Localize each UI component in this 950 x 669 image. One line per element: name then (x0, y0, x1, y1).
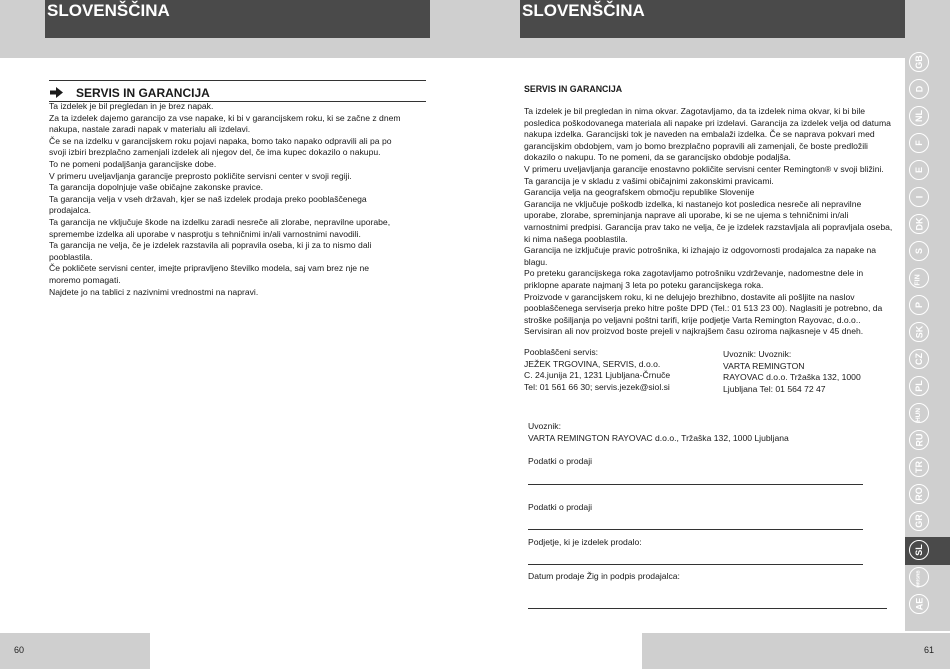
text-line: Ta garancija dopolnjuje vaše običajne zakonske pravice. (49, 182, 264, 193)
text-line: Ta izdelek je bil pregledan in nima okvar. Zagotavljamo, da ta izdelek nima okvar, ki bi bile (524, 106, 866, 116)
tab-dk[interactable] (909, 214, 929, 234)
form-field-label: Podatki o prodaji (528, 456, 593, 466)
tab-label: RU (914, 433, 924, 447)
tab-label: D (914, 85, 924, 93)
text-line: Ta garancija ne velja, če je izdelek razstavila ali popravila oseba, ki ji za to nismo dali (49, 240, 372, 251)
text-line: V primeru uveljavljanja garancije preprosto pokličite servisni center v svoji regiji. (49, 170, 352, 181)
left-page-number: 60 (14, 645, 25, 655)
text-line: Ta garancija je v skladu z vašimi običajnimi zakonskimi pravicami. (524, 175, 774, 186)
tab-f[interactable] (909, 133, 929, 153)
tab-label: SK (913, 325, 924, 339)
form-field-line[interactable] (528, 484, 863, 485)
text-line: Uvoznik: Uvoznik: (723, 349, 792, 359)
right-body-text (524, 106, 909, 338)
form-importer-label: Uvoznik: (528, 421, 561, 431)
left-heading-row (49, 85, 426, 101)
text-line: uporabe, zlorabe, spreminjanja naprave ali uporabe, ki se ne ujema s tehničnimi in/ali (524, 210, 849, 221)
text-line: Ljubljana Tel: 01 564 72 47 (723, 383, 826, 394)
text-line: V primeru uveljavljanja garancije enostavno pokličite servisni center Remington® v svoji bližini. (524, 163, 884, 174)
text-line: garancijskim obdobjem, vam jo bomo brezplačno popravili ali zamenjali, če boste predložili (524, 140, 868, 151)
form-field-label: Podatki o prodaji (528, 502, 593, 512)
text-line: prodajalca. (49, 205, 92, 216)
form-field-label: Datum prodaje Žig in podpis prodajalca: (528, 571, 680, 581)
text-line: pooblaščenega serviserja preko hitre pošte DPD (Tel.: 01 513 23 00). Naglasiti je potrebno, da (524, 303, 883, 314)
text-line: Proizvode v garancijskem roku, ki ne delujejo brezhibno, dostavite ali pošljite na naslov (524, 291, 855, 302)
right-heading: SERVIS IN GARANCIJA (524, 84, 623, 94)
tab-s[interactable] (909, 241, 929, 261)
text-line: spremembe izdelka ali uporabe v nasprotju s tehničnimi in/ali varnostnimi navodili. (49, 228, 361, 239)
left-header-bar (45, 0, 430, 38)
tab-label: PL (913, 380, 924, 392)
tab-i[interactable] (909, 187, 929, 207)
text-line: ki nima našega pooblastila. (524, 233, 628, 244)
text-line: Najdete jo na tablici z nazivnimi vrednostmi na napravi. (49, 286, 259, 297)
text-line: priklopne aparate najmanj 3 leta po poteku garancijskega roka. (524, 279, 764, 290)
text-line: nakupa izdelka. Garancijski tok je naveden na embalaži izdelka. Če se naprava pokvari med (524, 129, 875, 140)
left-page-title: SLOVENŠČINA (47, 1, 170, 20)
form-importer-value: VARTA REMINGTON RAYOVAC d.o.o., Tržaška 132, 1000 Ljubljana (528, 433, 789, 443)
tab-nl[interactable] (909, 106, 929, 126)
tab-label: SL (913, 544, 924, 556)
text-line: RAYOVAC d.o.o. Tržaška 132, 1000 (723, 372, 861, 383)
form-field-line[interactable] (528, 608, 887, 609)
tab-sk[interactable] (909, 322, 929, 342)
text-line: moremo pomagati. (49, 274, 121, 285)
tab-label: HR/SRB (915, 570, 921, 588)
form-field-line[interactable] (528, 529, 863, 530)
tab-gr[interactable] (909, 511, 929, 531)
text-line: pooblastila. (49, 251, 93, 262)
tab-label: AE (913, 597, 924, 611)
tab-hun[interactable] (909, 403, 929, 423)
tab-label: HUN (915, 407, 922, 423)
text-line: stroške pošiljanja po veljavni poštni tarifi, krije podjetje Varta Remington Rayovac, d.o.o.. (524, 314, 861, 325)
service-contact (524, 347, 714, 393)
tab-d[interactable] (909, 79, 929, 99)
left-heading: SERVIS IN GARANCIJA (76, 86, 210, 100)
text-line: varnostnimi predpisi. Garancija prav tako ne velja, če je izdelek razstavljala ali popravljala oseba, (524, 221, 893, 232)
tab-tr[interactable] (909, 457, 929, 477)
form-field-label: Podjetje, ki je izdelek prodalo: (528, 537, 642, 547)
importer-contact (723, 349, 903, 395)
tab-p[interactable] (909, 295, 929, 315)
text-line: posledica poškodovanega materiala ali napake pri izdelavi. Garancija za izdelek velja od datuma (524, 117, 891, 128)
tab-label: FIN (915, 274, 922, 286)
tab-label: S (913, 247, 924, 255)
tab-sl[interactable] (909, 540, 929, 560)
text-line: Za ta izdelek dajemo garancijo za vse napake, ki bi v garancijskem roku, ki se začne z dnem (49, 112, 401, 123)
tab-e[interactable] (909, 160, 929, 180)
tab-label: RO (914, 487, 924, 501)
text-line: C. 24.junija 21, 1231 Ljubljana-Črnuče (524, 370, 671, 381)
tab-hr-srb[interactable] (909, 567, 929, 587)
text-line: Garancija ne izključuje pravic potrošnika, ki izhajajo iz odgovornosti prodajalca za napake na (524, 245, 877, 256)
tab-ae[interactable] (909, 594, 929, 614)
text-line: JEŽEK TRGOVINA, SERVIS, d.o.o. (524, 358, 661, 369)
text-line: Servisiran ali nov proizvod boste prejeli v najkrajšem času oziroma najkasneje v 45 dneh. (524, 326, 864, 337)
text-line: Ta izdelek je bil pregledan in je brez napak. (49, 101, 214, 111)
tab-cz[interactable] (909, 349, 929, 369)
text-line: Pooblaščeni servis: (524, 347, 599, 357)
text-line: VARTA REMINGTON (723, 360, 805, 371)
tab-label: NL (914, 110, 924, 122)
tab-ro[interactable] (909, 484, 929, 504)
text-line: Garancija velja na geografskem območju republike Slovenije (524, 187, 755, 198)
tab-label: F (914, 140, 924, 146)
left-top-rule (49, 80, 426, 81)
text-line: svoji izbiri brezplačno zamenjali izdelek ali njegov del, če ima kupec dokazilo o nakupu. (49, 147, 381, 158)
tab-label: P (913, 301, 924, 309)
arrow-right-icon (50, 87, 63, 98)
text-line: Če pokličete servisni center, imejte pripravljeno številko modela, saj vam brez nje ne (49, 263, 370, 274)
text-line: Po preteku garancijskega roka zagotavljamo potrošniku vzdrževanje, nadomestne dele in (524, 268, 864, 279)
right-page-number: 61 (924, 645, 935, 655)
text-line: Ta garancija velja v vseh državah, kjer se naš izdelek prodaja preko pooblaščenega (49, 193, 367, 204)
text-line: Če se na izdelku v garancijskem roku pojavi napaka, bomo tako napako odpravili ali pa po (49, 135, 392, 146)
tab-label: TR (914, 461, 924, 473)
tab-pl[interactable] (909, 376, 929, 396)
text-line: dokazilo o nakupu. To ne pomeni, da se garancijsko obdobje podaljša. (524, 152, 791, 163)
form-field-line[interactable] (528, 564, 863, 565)
text-line: blagu. (524, 256, 548, 267)
tab-label: E (913, 166, 924, 174)
right-header-bar (520, 0, 905, 38)
text-line: Ta garancija ne vključuje škode na izdelku zaradi nesreče ali zlorabe, nepravilne uporabe, (49, 216, 391, 227)
text-line: To ne pomeni podaljšanja garancijske dobe. (49, 158, 217, 169)
tab-fin[interactable] (909, 268, 929, 288)
right-footer-bar (642, 633, 950, 669)
tab-label: GR (914, 514, 924, 528)
tab-label: DK (914, 217, 924, 231)
tab-label: CZ (914, 353, 924, 365)
tab-gb[interactable] (909, 52, 929, 72)
text-line: nakupa, nastale zaradi napak v materialu ali izdelavi. (49, 124, 251, 135)
text-line: Garancija ne vključuje poškodb izdelka, ki nastanejo kot posledica nesreče ali nepravilne (524, 198, 862, 209)
left-body-text (49, 101, 429, 298)
right-page-title: SLOVENŠČINA (522, 1, 645, 20)
tab-label: I (913, 195, 924, 199)
tab-ru[interactable] (909, 430, 929, 450)
text-line: Tel: 01 561 66 30; servis.jezek@siol.si (524, 381, 670, 392)
tab-label: GB (914, 55, 924, 69)
